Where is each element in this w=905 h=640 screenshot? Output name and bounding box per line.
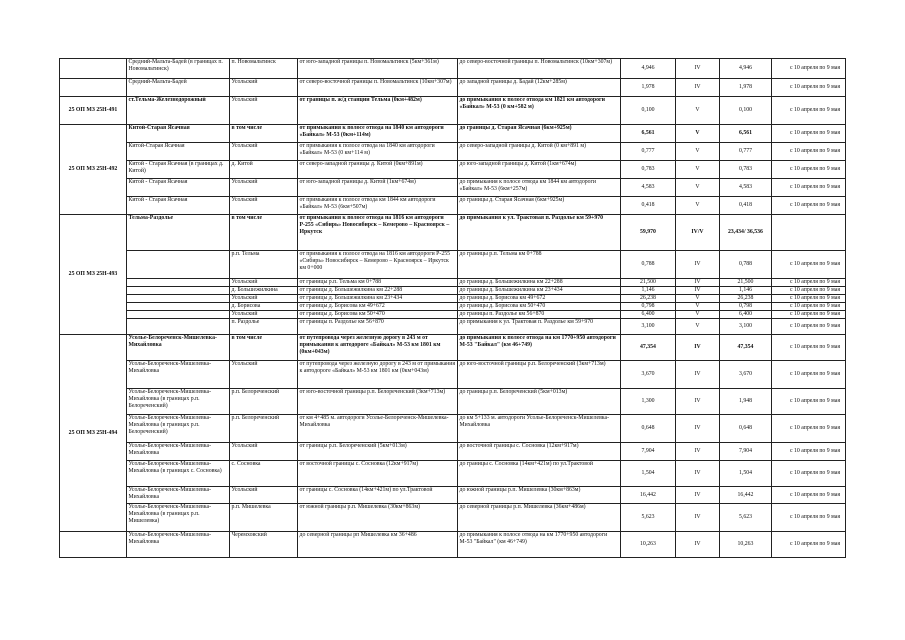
section-start-cell: от границы д. Большежилкина км 22+288 xyxy=(298,287,458,295)
location-cell: Усольский xyxy=(230,143,298,161)
restriction-period-cell: с 10 апреля по 9 мая xyxy=(772,461,846,487)
length-cell: 6,400 xyxy=(621,311,676,319)
section-end-cell: до примыкания к полосе отвода на км 1770+950 автодороги М-53 "Байкал" (км 46+749) xyxy=(458,532,621,558)
restriction-period-cell: с 10 апреля по 9 мая xyxy=(772,311,846,319)
road-restrictions-table xyxy=(59,58,846,558)
location-cell: Усольский xyxy=(230,179,298,197)
restricted-length-cell: 0,798 xyxy=(720,303,772,311)
restriction-period-cell: с 10 апреля по 9 мая xyxy=(772,97,846,125)
road-name-cell: Усолье-Белореченск-Мишелевка-Михайловка xyxy=(127,361,230,389)
location-cell: Черемховский xyxy=(230,532,298,558)
restricted-length-cell: 16,442 xyxy=(720,487,772,504)
restricted-length-cell: 47,354 xyxy=(720,335,772,361)
table-row xyxy=(60,311,846,319)
table-row xyxy=(60,295,846,303)
road-name-cell: Усолье-Белореченск-Мишелевка-Михайловка xyxy=(127,443,230,461)
location-cell: р.п. Тельма xyxy=(230,251,298,279)
restriction-period-cell: с 10 апреля по 9 мая xyxy=(772,143,846,161)
restricted-length-cell: 6,400 xyxy=(720,311,772,319)
section-start-cell: от северо-восточной границы п. Новомальтинск (10км+307м) xyxy=(298,79,458,97)
section-start-cell: от примыкания к полосе отвода на 1840 км автодороги «Байкал» М-53 (0км+114м) xyxy=(298,125,458,143)
location-cell: Усольский xyxy=(230,487,298,504)
section-start-cell: от юго-западной границы п. Новомальтинск (5км+361м) xyxy=(298,59,458,79)
category-cell: IV xyxy=(676,487,720,504)
table-row xyxy=(60,443,846,461)
restriction-period-cell: с 10 апреля по 9 мая xyxy=(772,79,846,97)
category-cell: IV xyxy=(676,443,720,461)
restriction-period-cell: с 10 апреля по 9 мая xyxy=(772,389,846,415)
road-code-cell xyxy=(60,532,127,558)
restriction-period-cell: с 10 апреля по 9 мая xyxy=(772,125,846,143)
location-cell: р.п. Белореченский xyxy=(230,389,298,415)
road-name-cell: Усолье-Белореченск-Мишелевка-Михайловка (в границах с. Сосновка) xyxy=(127,461,230,487)
category-cell: V xyxy=(676,295,720,303)
restriction-period-cell: с 10 апреля по 9 мая xyxy=(772,59,846,79)
length-cell: 0,100 xyxy=(621,97,676,125)
restriction-period-cell: с 10 апреля по 9 мая xyxy=(772,287,846,295)
category-cell: V xyxy=(676,161,720,179)
category-cell: IV xyxy=(676,59,720,79)
restricted-length-cell: 5,623 xyxy=(720,504,772,532)
section-end-cell: до восточной границы с. Сосновка (12км+917м) xyxy=(458,443,621,461)
section-start-cell: от путепровода через железную дорогу в 243 м от примыкания к автодороге «Байкал» М-53 км 1801 км (0км+043м) xyxy=(298,361,458,389)
road-code-cell: 25 ОП МЗ 25Н-493 xyxy=(60,215,127,335)
section-end-cell: до примыкания к полосе отвода км 1821 км автодороги «Байкал» М-53 (0 км+582 м) xyxy=(458,97,621,125)
road-name-cell xyxy=(127,303,230,311)
table-row xyxy=(60,97,846,125)
restriction-period-cell: с 10 апреля по 9 мая xyxy=(772,504,846,532)
location-cell: Усольский xyxy=(230,279,298,287)
location-cell: п. Раздолье xyxy=(230,319,298,335)
length-cell: 1,504 xyxy=(621,461,676,487)
table-row xyxy=(60,335,846,361)
location-cell: в том числе xyxy=(230,335,298,361)
table-row xyxy=(60,389,846,415)
table-row xyxy=(60,79,846,97)
section-start-cell: от примыкания к полосе отвода км 1844 км автодороги «Байкал» М-53 (6км+507м) xyxy=(298,197,458,215)
category-cell: V xyxy=(676,303,720,311)
road-name-cell: Тельма-Раздолье xyxy=(127,215,230,251)
restriction-period-cell: с 10 апреля по 9 мая xyxy=(772,361,846,389)
length-cell: 16,442 xyxy=(621,487,676,504)
restricted-length-cell: 1,978 xyxy=(720,79,772,97)
length-cell: 3,100 xyxy=(621,319,676,335)
road-name-cell: Китой - Старая Ясачная xyxy=(127,197,230,215)
restricted-length-cell: 0,783 xyxy=(720,161,772,179)
location-cell: д. Китой xyxy=(230,161,298,179)
length-cell: 47,354 xyxy=(621,335,676,361)
table-row xyxy=(60,279,846,287)
table-row xyxy=(60,143,846,161)
section-end-cell: до границы п. Раздолье км 56+870 xyxy=(458,311,621,319)
restricted-length-cell: 26,238 xyxy=(720,295,772,303)
section-end-cell: до границы р.п. Белореченский (5км+013м) xyxy=(458,389,621,415)
length-cell: 1,978 xyxy=(621,79,676,97)
restricted-length-cell: 0,418 xyxy=(720,197,772,215)
road-name-cell: Средний-Мальта-Бадей xyxy=(127,79,230,97)
road-code-cell: 25 ОП МЗ 25Н-494 xyxy=(60,335,127,532)
restriction-period-cell: с 10 апреля по 9 мая xyxy=(772,303,846,311)
table-body xyxy=(60,59,846,558)
category-cell: V xyxy=(676,143,720,161)
section-end-cell: до км 5+133 м. автодороги Усолье-Белореченск-Мишелевка-Михайловка xyxy=(458,415,621,443)
section-end-cell: до примыкания к полосе отвода на км 1770+950 автодороги М-53 "Байкал" (км 46+749) xyxy=(458,335,621,361)
section-start-cell: от путепровода через железную дорогу в 243 м от примыкания к автодороге «Байкал» М-53 км 1801 км (0км+043м) xyxy=(298,335,458,361)
length-cell: 4,583 xyxy=(621,179,676,197)
table-row xyxy=(60,179,846,197)
restriction-period-cell: с 10 апреля по 9 мая xyxy=(772,161,846,179)
table-row xyxy=(60,361,846,389)
length-cell: 10,263 xyxy=(621,532,676,558)
restricted-length-cell: 0,100 xyxy=(720,97,772,125)
road-name-cell: Усолье-Белореченск-Мишелевка-Михайловка (в границах р.п. Белореченский) xyxy=(127,389,230,415)
location-cell: р.п. Мишелевка xyxy=(230,504,298,532)
road-name-cell: Усолье-Белореченск-Мишелевка-Михайловка xyxy=(127,335,230,361)
road-name-cell: Китой-Старая Ясачная xyxy=(127,125,230,143)
restriction-period-cell xyxy=(772,215,846,251)
category-cell: V xyxy=(676,125,720,143)
length-cell: 3,670 xyxy=(621,361,676,389)
road-name-cell: Усолье-Белореченск-Мишелевка-Михайловка xyxy=(127,487,230,504)
category-cell: IV xyxy=(676,415,720,443)
section-start-cell: от границы п. Раздолье км 56+870 xyxy=(298,319,458,335)
category-cell: IV xyxy=(676,287,720,295)
table-row xyxy=(60,287,846,295)
category-cell: IV xyxy=(676,279,720,287)
section-end-cell: до границы д. Старая Ясачная (6км+925м) xyxy=(458,197,621,215)
location-cell: с. Сосновка xyxy=(230,461,298,487)
category-cell: IV/V xyxy=(676,215,720,251)
restricted-length-cell: 1,146 xyxy=(720,287,772,295)
section-end-cell: до южной границы р.п. Мишелевка (30км+863м) xyxy=(458,487,621,504)
restricted-length-cell: 4,583 xyxy=(720,179,772,197)
restricted-length-cell: 3,100 xyxy=(720,319,772,335)
table-row xyxy=(60,125,846,143)
table-row xyxy=(60,487,846,504)
location-cell: Усольский xyxy=(230,361,298,389)
road-name-cell: Средний-Мальта-Бадей (в границах п. Новомальтинск) xyxy=(127,59,230,79)
length-cell: 21,500 xyxy=(621,279,676,287)
table-row xyxy=(60,504,846,532)
length-cell: 0,783 xyxy=(621,161,676,179)
category-cell: IV xyxy=(676,389,720,415)
section-start-cell: от юго-западной границы д. Китой (1км+674м) xyxy=(298,179,458,197)
category-cell: V xyxy=(676,311,720,319)
restricted-length-cell: 1,948 xyxy=(720,389,772,415)
restriction-period-cell: с 10 апреля по 9 мая xyxy=(772,279,846,287)
section-end-cell: до северо-восточной границы п. Новомальтинск (10км+307м) xyxy=(458,59,621,79)
section-start-cell: от северо-западной границы д. Китой (0км+891м) xyxy=(298,161,458,179)
section-end-cell: до границы д. Борисова км 50+470 xyxy=(458,303,621,311)
location-cell: п. Новомальтинск xyxy=(230,59,298,79)
restriction-period-cell: с 10 апреля по 9 мая xyxy=(772,532,846,558)
restriction-period-cell: с 10 апреля по 9 мая xyxy=(772,443,846,461)
location-cell: Усольский xyxy=(230,295,298,303)
road-name-cell: Китой - Старая Ясачная (в границах д. Китой) xyxy=(127,161,230,179)
section-start-cell: от границы р.п. Тельма км 0+788 xyxy=(298,279,458,287)
length-cell: 7,904 xyxy=(621,443,676,461)
road-name-cell xyxy=(127,311,230,319)
road-name-cell xyxy=(127,279,230,287)
section-end-cell: до границы р.п. Тельма км 0+788 xyxy=(458,251,621,279)
location-cell: Усольский xyxy=(230,311,298,319)
road-name-cell xyxy=(127,287,230,295)
location-cell: д. Борисова xyxy=(230,303,298,311)
section-start-cell: от восточной границы с. Сосновка (12км+917м) xyxy=(298,461,458,487)
location-cell: в том числе xyxy=(230,215,298,251)
restriction-period-cell: с 10 апреля по 9 мая xyxy=(772,179,846,197)
section-end-cell: до примыкания к полосе отвода км 1844 км автодороги «Байкал» М-53 (6км+257м) xyxy=(458,179,621,197)
section-start-cell: от примыкания к полосе отвода на 1840 км автодороги «Байкал» М-53 (0 км+114 м) xyxy=(298,143,458,161)
restriction-period-cell: с 10 апреля по 9 мая xyxy=(772,197,846,215)
road-code-cell xyxy=(60,59,127,79)
location-cell: д. Большежилкина xyxy=(230,287,298,295)
section-end-cell: до границы д. Старая Ясачная (6км+925м) xyxy=(458,125,621,143)
category-cell: V xyxy=(676,319,720,335)
section-start-cell: от юго-восточной границы р.п. Белореченский (3км+713м) xyxy=(298,389,458,415)
restricted-length-cell: 1,504 xyxy=(720,461,772,487)
restricted-length-cell: 0,788 xyxy=(720,251,772,279)
restricted-length-cell: 0,648 xyxy=(720,415,772,443)
road-name-cell: ст.Тельма-Железнодорожный xyxy=(127,97,230,125)
restricted-length-cell: 7,904 xyxy=(720,443,772,461)
category-cell: IV xyxy=(676,461,720,487)
road-code-cell xyxy=(60,79,127,97)
category-cell: IV xyxy=(676,251,720,279)
restriction-period-cell: с 10 апреля по 9 мая xyxy=(772,487,846,504)
restricted-length-cell: 10,263 xyxy=(720,532,772,558)
road-name-cell: Усолье-Белореченск-Мишелевка-Михайловка (в границах р.п. Белореченский) xyxy=(127,415,230,443)
length-cell: 1,300 xyxy=(621,389,676,415)
road-name-cell xyxy=(127,295,230,303)
category-cell: IV xyxy=(676,79,720,97)
road-name-cell: Усолье-Белореченск-Мишелевка-Михайловка (в границах р.п. Мишелевка) xyxy=(127,504,230,532)
table-row xyxy=(60,319,846,335)
table-row xyxy=(60,215,846,251)
restricted-length-cell: 0,777 xyxy=(720,143,772,161)
section-end-cell: до границы д. Большежилкина км 23+434 xyxy=(458,287,621,295)
section-end-cell: до западной границы д. Бадай (12км+285м) xyxy=(458,79,621,97)
category-cell: V xyxy=(676,97,720,125)
category-cell: IV xyxy=(676,335,720,361)
restriction-period-cell: с 10 апреля по 9 мая xyxy=(772,319,846,335)
category-cell: V xyxy=(676,179,720,197)
section-end-cell: до северной границы р.п. Мишелевка (36км+486м) xyxy=(458,504,621,532)
road-name-cell: Усолье-Белореченск-Мишелевка-Михайловка xyxy=(127,532,230,558)
location-cell: Усольский xyxy=(230,97,298,125)
table-row xyxy=(60,461,846,487)
length-cell: 26,238 xyxy=(621,295,676,303)
category-cell: V xyxy=(676,197,720,215)
section-start-cell: от границы с. Сосновка (14км+421м) по ул.Трактовой xyxy=(298,487,458,504)
restricted-length-cell: 3,670 xyxy=(720,361,772,389)
restricted-length-cell: 23,434/ 36,536 xyxy=(720,215,772,251)
length-cell: 59,970 xyxy=(621,215,676,251)
length-cell: 0,648 xyxy=(621,415,676,443)
length-cell: 1,146 xyxy=(621,287,676,295)
section-start-cell: от границы р.п. Белореченский (5км+013м) xyxy=(298,443,458,461)
road-name-cell xyxy=(127,319,230,335)
section-start-cell: от границы д. Большежилкина км 23+434 xyxy=(298,295,458,303)
road-code-cell: 25 ОП МЗ 25Н-491 xyxy=(60,97,127,125)
category-cell: IV xyxy=(676,361,720,389)
length-cell: 4,946 xyxy=(621,59,676,79)
table-row xyxy=(60,415,846,443)
length-cell: 0,798 xyxy=(621,303,676,311)
table-row xyxy=(60,59,846,79)
location-cell: в том числе xyxy=(230,125,298,143)
table-row xyxy=(60,532,846,558)
length-cell: 0,418 xyxy=(621,197,676,215)
section-start-cell: от примыкания к полосе отвода на 1816 км автодороги Р-255 «Сибирь» Новосибирск – Кемерово – Красноярск – Иркутск км 0+000 xyxy=(298,251,458,279)
location-cell: Усольский xyxy=(230,79,298,97)
restricted-length-cell: 21,500 xyxy=(720,279,772,287)
section-end-cell: до примыкания к ул. Трактовая п. Раздолье км 59+970 xyxy=(458,215,621,251)
section-start-cell: от границы д. Борисова км 50+470 xyxy=(298,311,458,319)
section-end-cell: до юго-восточной границы р.п. Белореченский (3км+713м) xyxy=(458,361,621,389)
length-cell: 6,561 xyxy=(621,125,676,143)
restricted-length-cell: 4,946 xyxy=(720,59,772,79)
section-end-cell: до границы с. Сосновка (14км+421м) по ул.Трактовой xyxy=(458,461,621,487)
table-row xyxy=(60,251,846,279)
section-start-cell: от границы д. Борисова км 49+672 xyxy=(298,303,458,311)
road-name-cell: Китой - Старая Ясачная xyxy=(127,179,230,197)
section-start-cell: от км 4+485 м. автодороги Усолье-Белореченск-Мишелевка-Михайловка xyxy=(298,415,458,443)
restricted-length-cell: 6,561 xyxy=(720,125,772,143)
section-end-cell: до границы д. Большежилкина км 22+288 xyxy=(458,279,621,287)
length-cell: 0,788 xyxy=(621,251,676,279)
section-end-cell: до границы д. Борисова км 49+672 xyxy=(458,295,621,303)
road-name-cell: Китой-Старая Ясачная xyxy=(127,143,230,161)
restriction-period-cell: с 10 апреля по 9 мая xyxy=(772,335,846,361)
section-end-cell: до северо-западной границы д. Китой (0 км+891 м) xyxy=(458,143,621,161)
section-start-cell: до северной границы рп Мишелевка км 36+486 xyxy=(298,532,458,558)
road-code-cell: 25 ОП МЗ 25Н-492 xyxy=(60,125,127,215)
table-row xyxy=(60,197,846,215)
section-start-cell: от южной границы р.п. Мишелевка (30км+863м) xyxy=(298,504,458,532)
restriction-period-cell: с 10 апреля по 9 мая xyxy=(772,415,846,443)
section-start-cell: от границы п. ж/д станции Тельма (0км+482м) xyxy=(298,97,458,125)
length-cell: 0,777 xyxy=(621,143,676,161)
road-name-cell xyxy=(127,251,230,279)
length-cell: 5,623 xyxy=(621,504,676,532)
section-start-cell: от примыкания к полосе отвода на 1816 км автодороги Р-255 «Сибирь» Новосибирск – Кемерово – Красноярск – Иркутск xyxy=(298,215,458,251)
location-cell: р.п. Белореченский xyxy=(230,415,298,443)
location-cell: Усольский xyxy=(230,443,298,461)
section-end-cell: до юго-западной границы д. Китой (1км+674м) xyxy=(458,161,621,179)
category-cell: IV xyxy=(676,532,720,558)
location-cell: Усольский xyxy=(230,197,298,215)
restriction-period-cell: с 10 апреля по 9 мая xyxy=(772,295,846,303)
table-row xyxy=(60,161,846,179)
section-end-cell: до примыкания к ул. Трактовая п. Раздолье км 59+970 xyxy=(458,319,621,335)
restriction-period-cell: с 10 апреля по 9 мая xyxy=(772,251,846,279)
category-cell: IV xyxy=(676,504,720,532)
table-row xyxy=(60,303,846,311)
